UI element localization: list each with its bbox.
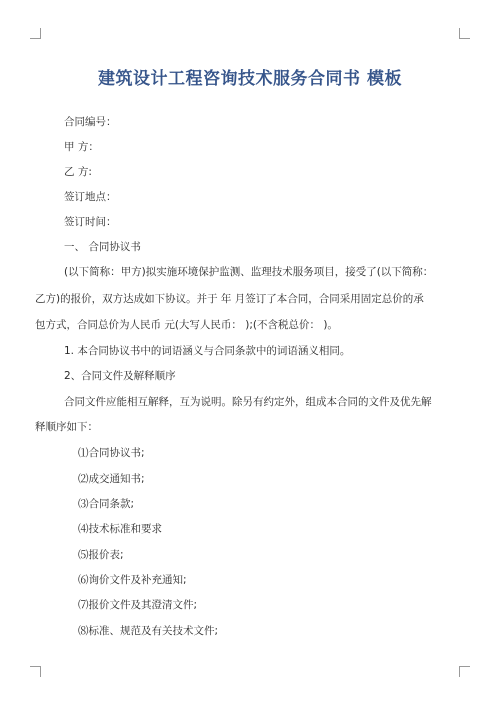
document-title: 建筑设计工程咨询技术服务合同书 模板 (98, 69, 402, 89)
field-contract-no: 合同编号： (64, 116, 117, 128)
crop-mark-bottom-left (30, 666, 41, 677)
list-item: ⑺报价文件及其澄清文件; (78, 599, 198, 611)
paragraph-line: 释顺序如下： (35, 421, 98, 433)
list-item: ⑹询价文件及补充通知; (78, 574, 187, 586)
clause-item-2-heading: 2、合同文件及解释顺序 (64, 370, 176, 382)
field-sign-place: 签订地点： (64, 191, 117, 203)
field-sign-time: 签订时间： (64, 216, 117, 228)
paragraph-line: 合同文件应能相互解释，互为说明。除另有约定外，组成本合同的文件及优先解 (64, 396, 432, 408)
list-item: ⑴合同协议书; (78, 447, 145, 459)
list-item: ⑵成交通知书; (78, 473, 145, 485)
field-party-a: 甲 方： (64, 141, 99, 153)
paragraph-line: 包方式，合同总价为人民币 元(大写人民币： );(不含税总价： )。 (35, 319, 338, 331)
section-heading: 一、 合同协议书 (64, 241, 141, 253)
list-item: ⑶合同条款; (78, 498, 135, 510)
paragraph-line: (以下简称：甲方)拟实施环境保护监测、监理技术服务项目，接受了(以下简称： (64, 266, 434, 278)
crop-mark-top-left (30, 28, 41, 39)
list-item: ⑸报价表; (78, 549, 124, 561)
crop-mark-bottom-right (459, 666, 470, 677)
paragraph-line: 乙方)的报价，双方达成如下协议。并于 年 月签订了本合同，合同采用固定总价的承 (35, 293, 424, 305)
field-party-b: 乙 方: (64, 166, 92, 178)
crop-mark-top-right (459, 28, 470, 39)
clause-item-1: 1. 本合同协议书中的词语涵义与合同条款中的词语涵义相同。 (64, 345, 351, 357)
list-item: ⑻标准、规范及有关技术文件; (78, 625, 219, 637)
list-item: ⑷技术标准和要求 (78, 523, 162, 535)
